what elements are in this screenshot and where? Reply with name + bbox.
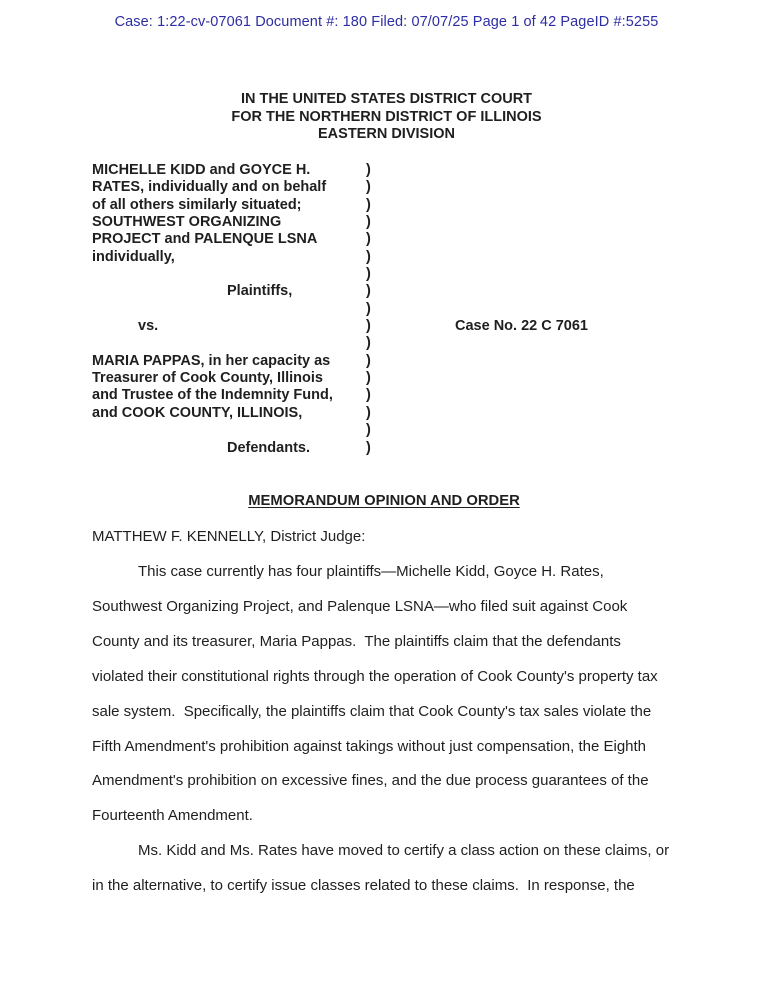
defendant-name-line: and COOK COUNTY, ILLINOIS,: [92, 404, 303, 421]
caption-paren: ): [366, 214, 371, 231]
opinion-title-text: MEMORANDUM OPINION AND ORDER: [248, 493, 520, 509]
caption-row: [92, 405, 672, 422]
caption-row: [92, 353, 672, 370]
plaintiff-name-line: RATES, individually and on behalf: [92, 179, 327, 196]
caption-paren: ): [366, 283, 371, 300]
versus-label: vs.: [138, 318, 159, 335]
case-caption: [92, 162, 672, 457]
caption-paren: ): [366, 179, 371, 196]
plaintiff-name-line: of all others similarly situated;: [92, 196, 302, 213]
defendant-name-line: and Trustee of the Indemnity Fund,: [92, 387, 333, 404]
caption-paren: ): [366, 404, 371, 421]
judge-line: MATTHEW F. KENNELLY, District Judge:: [92, 528, 366, 545]
caption-paren: ): [366, 266, 371, 283]
court-title-line-2: FOR THE NORTHERN DISTRICT OF ILLINOIS: [231, 108, 542, 125]
caption-row: [92, 283, 672, 300]
case-number: Case No. 22 C 7061: [455, 318, 588, 335]
caption-row: [92, 214, 672, 231]
defendants-label: Defendants.: [227, 439, 310, 456]
court-title-line-3: EASTERN DIVISION: [318, 126, 455, 142]
opinion-body: [92, 493, 676, 904]
caption-paren: ): [366, 387, 371, 404]
caption-row: [92, 197, 672, 214]
caption-paren: ): [366, 162, 371, 178]
caption-paren: ): [366, 300, 371, 317]
caption-row: [92, 266, 672, 283]
caption-row: [92, 335, 672, 352]
plaintiff-name-line: PROJECT and PALENQUE LSNA: [92, 231, 318, 248]
caption-row: [92, 440, 672, 457]
caption-row: [92, 162, 672, 179]
caption-row: [92, 422, 672, 439]
caption-paren: ): [366, 231, 371, 248]
caption-row: [92, 249, 672, 266]
caption-paren: ): [366, 335, 371, 352]
caption-paren: ): [366, 352, 371, 369]
caption-paren: ): [366, 196, 371, 213]
caption-row: [92, 231, 672, 248]
caption-paren: ): [366, 439, 371, 456]
caption-row: [92, 370, 672, 387]
defendant-name-line: MARIA PAPPAS, in her capacity as: [92, 352, 331, 369]
defendant-name-line: Treasurer of Cook County, Illinois: [92, 370, 323, 387]
ecf-stamp-header: Case: 1:22-cv-07061 Document #: 180 Filed: 07/07/25 Page 1 of 42 PageID #:5255: [114, 14, 659, 30]
plaintiff-name-line: SOUTHWEST ORGANIZING: [92, 214, 282, 231]
opinion-paragraph: This case currently has four plaintiffs—Michelle Kidd, Goyce H. Rates, Southwest Organizing Project, and Palenque LSNA—who filed suit against Cook County and its treasurer, Maria Pappas. The plaintiffs claim that the defendants violated their constitutional rights through the operation of Cook County's property tax sale system. Specifically, the plaintiffs claim that Cook County's tax sales violate the Fifth Amendment's prohibition against takings without just compensation, the Eighth Amendment's prohibition on excessive fines, and the due process guarantees of the Fourteenth Amendment.: [92, 563, 662, 825]
plaintiffs-label: Plaintiffs,: [227, 283, 293, 300]
caption-paren: ): [366, 318, 371, 335]
caption-row: [92, 387, 672, 404]
caption-paren: ): [366, 370, 371, 387]
caption-paren: ): [366, 248, 371, 265]
plaintiff-name-line: MICHELLE KIDD and GOYCE H.: [92, 162, 311, 178]
caption-row: [92, 301, 672, 318]
court-title-block: [0, 91, 773, 144]
opinion-paragraph: Ms. Kidd and Ms. Rates have moved to certify a class action on these claims, or in the alternative, to certify issue classes related to these claims. In response, the: [92, 842, 674, 895]
opinion-title: [92, 493, 676, 510]
caption-row: [92, 179, 672, 196]
caption-row: [92, 318, 672, 335]
caption-paren: ): [366, 422, 371, 439]
court-title-line-1: IN THE UNITED STATES DISTRICT COURT: [240, 91, 533, 107]
plaintiff-name-line: individually,: [92, 248, 175, 265]
